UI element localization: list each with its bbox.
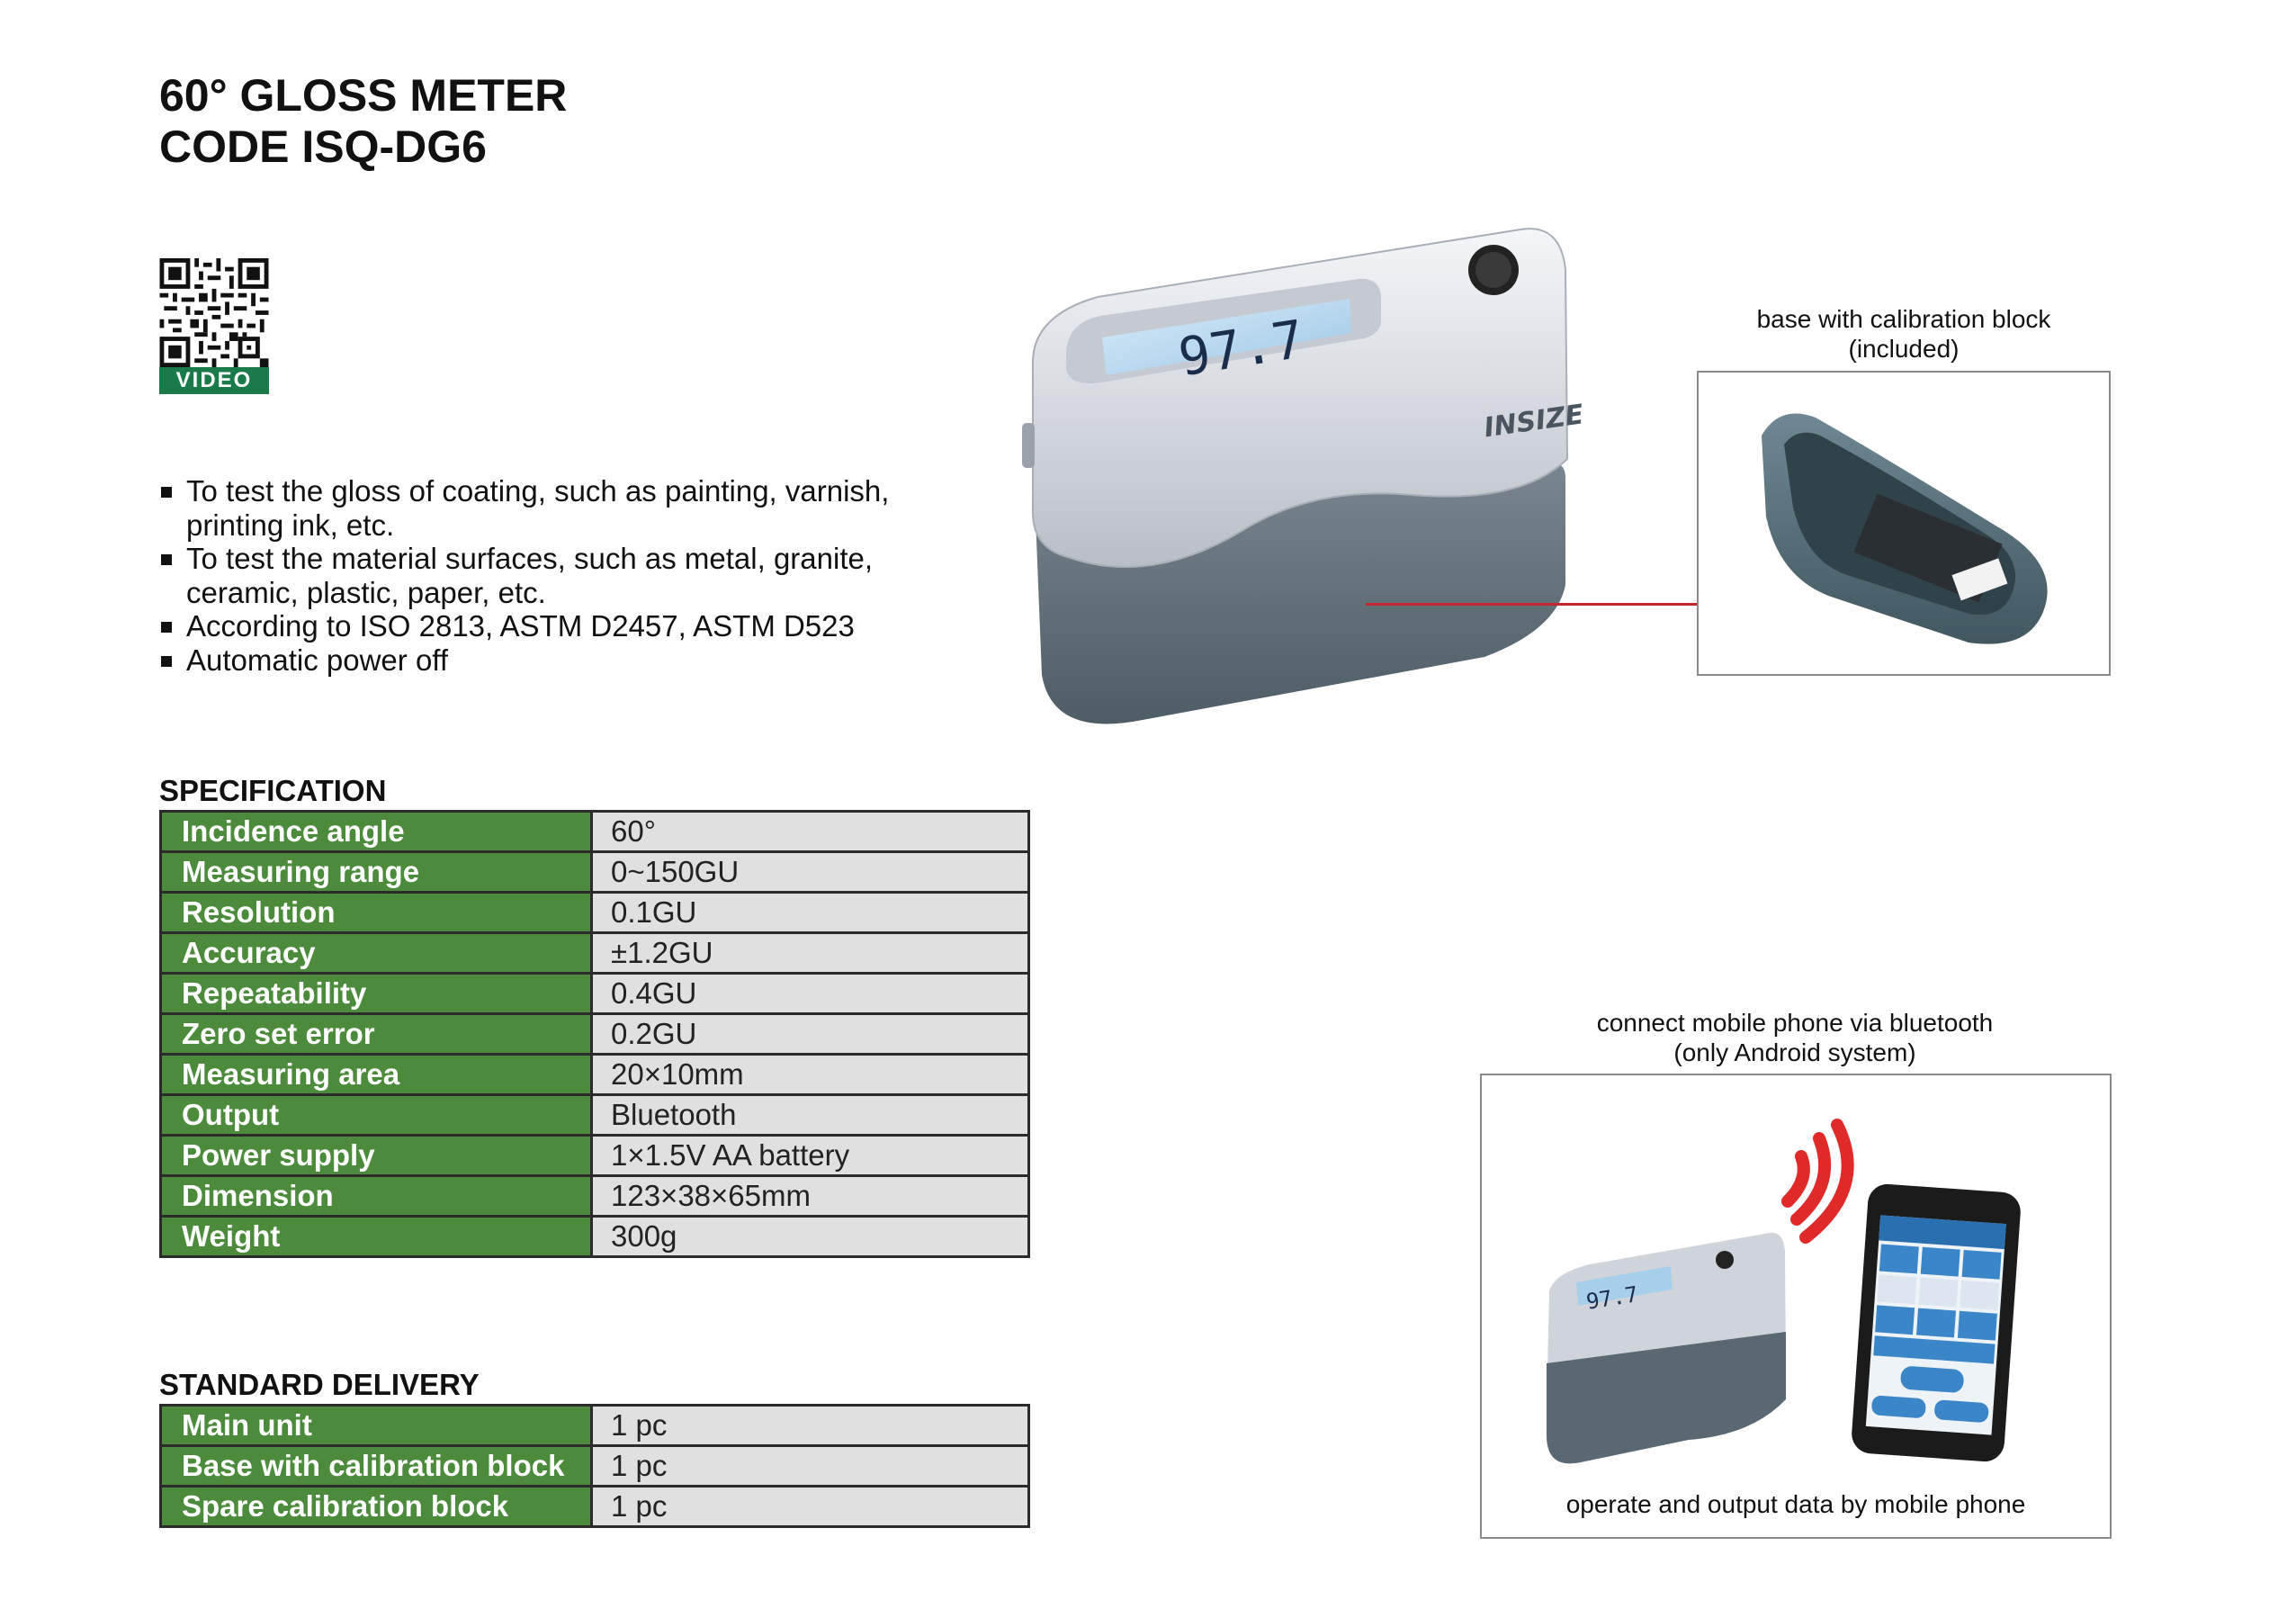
calibration-base-illustration [1699, 373, 2109, 674]
spec-label: Zero set error [161, 1014, 592, 1055]
table-row [161, 1176, 1029, 1217]
spec-value: 300g [592, 1217, 1029, 1257]
table-row [161, 1217, 1029, 1257]
base-caption-line-2: (included) [1848, 335, 1960, 363]
delivery-heading: STANDARD DELIVERY [159, 1368, 480, 1401]
delivery-qty: 1 pc [592, 1406, 1029, 1446]
table-row [161, 1055, 1029, 1095]
base-caption [1697, 304, 2111, 364]
spec-label: Repeatability [161, 974, 592, 1014]
phone-caption [1480, 1008, 2110, 1067]
spec-label: Measuring range [161, 852, 592, 893]
feature-item: According to ISO 2813, ASTM D2457, ASTM D523 [159, 609, 933, 643]
phone-image-frame [1480, 1074, 2112, 1539]
phone-bottom-caption: operate and output data by mobile phone [1565, 1490, 2026, 1518]
spec-value: ±1.2GU [592, 933, 1029, 974]
spec-label: Output [161, 1095, 592, 1136]
product-title [159, 70, 567, 173]
table-row [161, 852, 1029, 893]
spec-value: 20×10mm [592, 1055, 1029, 1095]
svg-text:97.7: 97.7 [1584, 1281, 1640, 1315]
wireless-signal-icon [1788, 1125, 1848, 1237]
spec-label: Measuring area [161, 1055, 592, 1095]
phone-connection-illustration [1482, 1075, 2110, 1480]
spec-value: 0~150GU [592, 852, 1029, 893]
spec-value: 1×1.5V AA battery [592, 1136, 1029, 1176]
base-image-frame [1697, 371, 2111, 676]
spec-label: Incidence angle [161, 812, 592, 852]
spec-label: Resolution [161, 893, 592, 933]
feature-item: To test the material surfaces, such as metal, granite, ceramic, plastic, paper, etc. [159, 542, 933, 609]
delivery-item: Main unit [161, 1406, 592, 1446]
phone-caption-line-1: connect mobile phone via bluetooth [1596, 1009, 1994, 1037]
table-row [161, 1487, 1029, 1527]
title-line-2: CODE ISQ-DG6 [159, 121, 487, 172]
table-row [161, 812, 1029, 852]
qr-code-icon [159, 258, 269, 367]
base-caption-line-1: base with calibration block [1756, 305, 2051, 333]
gloss-meter-illustration [1017, 207, 1664, 747]
delivery-item: Base with calibration block [161, 1446, 592, 1487]
spec-value: 60° [592, 812, 1029, 852]
qr-code-video[interactable] [159, 258, 269, 394]
feature-list [159, 474, 933, 677]
spec-value: Bluetooth [592, 1095, 1029, 1136]
video-badge: VIDEO [159, 367, 269, 394]
table-row [161, 1406, 1029, 1446]
table-row [161, 1095, 1029, 1136]
table-row [161, 933, 1029, 974]
feature-item: Automatic power off [159, 643, 933, 678]
spec-value: 0.4GU [592, 974, 1029, 1014]
spec-label: Dimension [161, 1176, 592, 1217]
table-row [161, 1014, 1029, 1055]
phone-caption-line-2: (only Android system) [1673, 1038, 1916, 1066]
feature-item: To test the gloss of coating, such as painting, varnish, printing ink, etc. [159, 474, 933, 542]
title-line-1: 60° GLOSS METER [159, 70, 568, 121]
table-row [161, 1446, 1029, 1487]
delivery-item: Spare calibration block [161, 1487, 592, 1527]
table-row [161, 1136, 1029, 1176]
lcd-reading: 97.7 [1174, 308, 1308, 389]
delivery-table [159, 1404, 1030, 1528]
spec-value: 0.1GU [592, 893, 1029, 933]
leader-line [1366, 603, 1697, 606]
brand-logo: INSIZE [1482, 399, 1586, 445]
table-row [161, 974, 1029, 1014]
spec-label: Accuracy [161, 933, 592, 974]
spec-label: Power supply [161, 1136, 592, 1176]
table-row [161, 893, 1029, 933]
specification-table [159, 810, 1030, 1258]
delivery-qty: 1 pc [592, 1446, 1029, 1487]
spec-label: Weight [161, 1217, 592, 1257]
spec-value: 123×38×65mm [592, 1176, 1029, 1217]
specification-heading: SPECIFICATION [159, 774, 387, 807]
spec-value: 0.2GU [592, 1014, 1029, 1055]
delivery-qty: 1 pc [592, 1487, 1029, 1527]
